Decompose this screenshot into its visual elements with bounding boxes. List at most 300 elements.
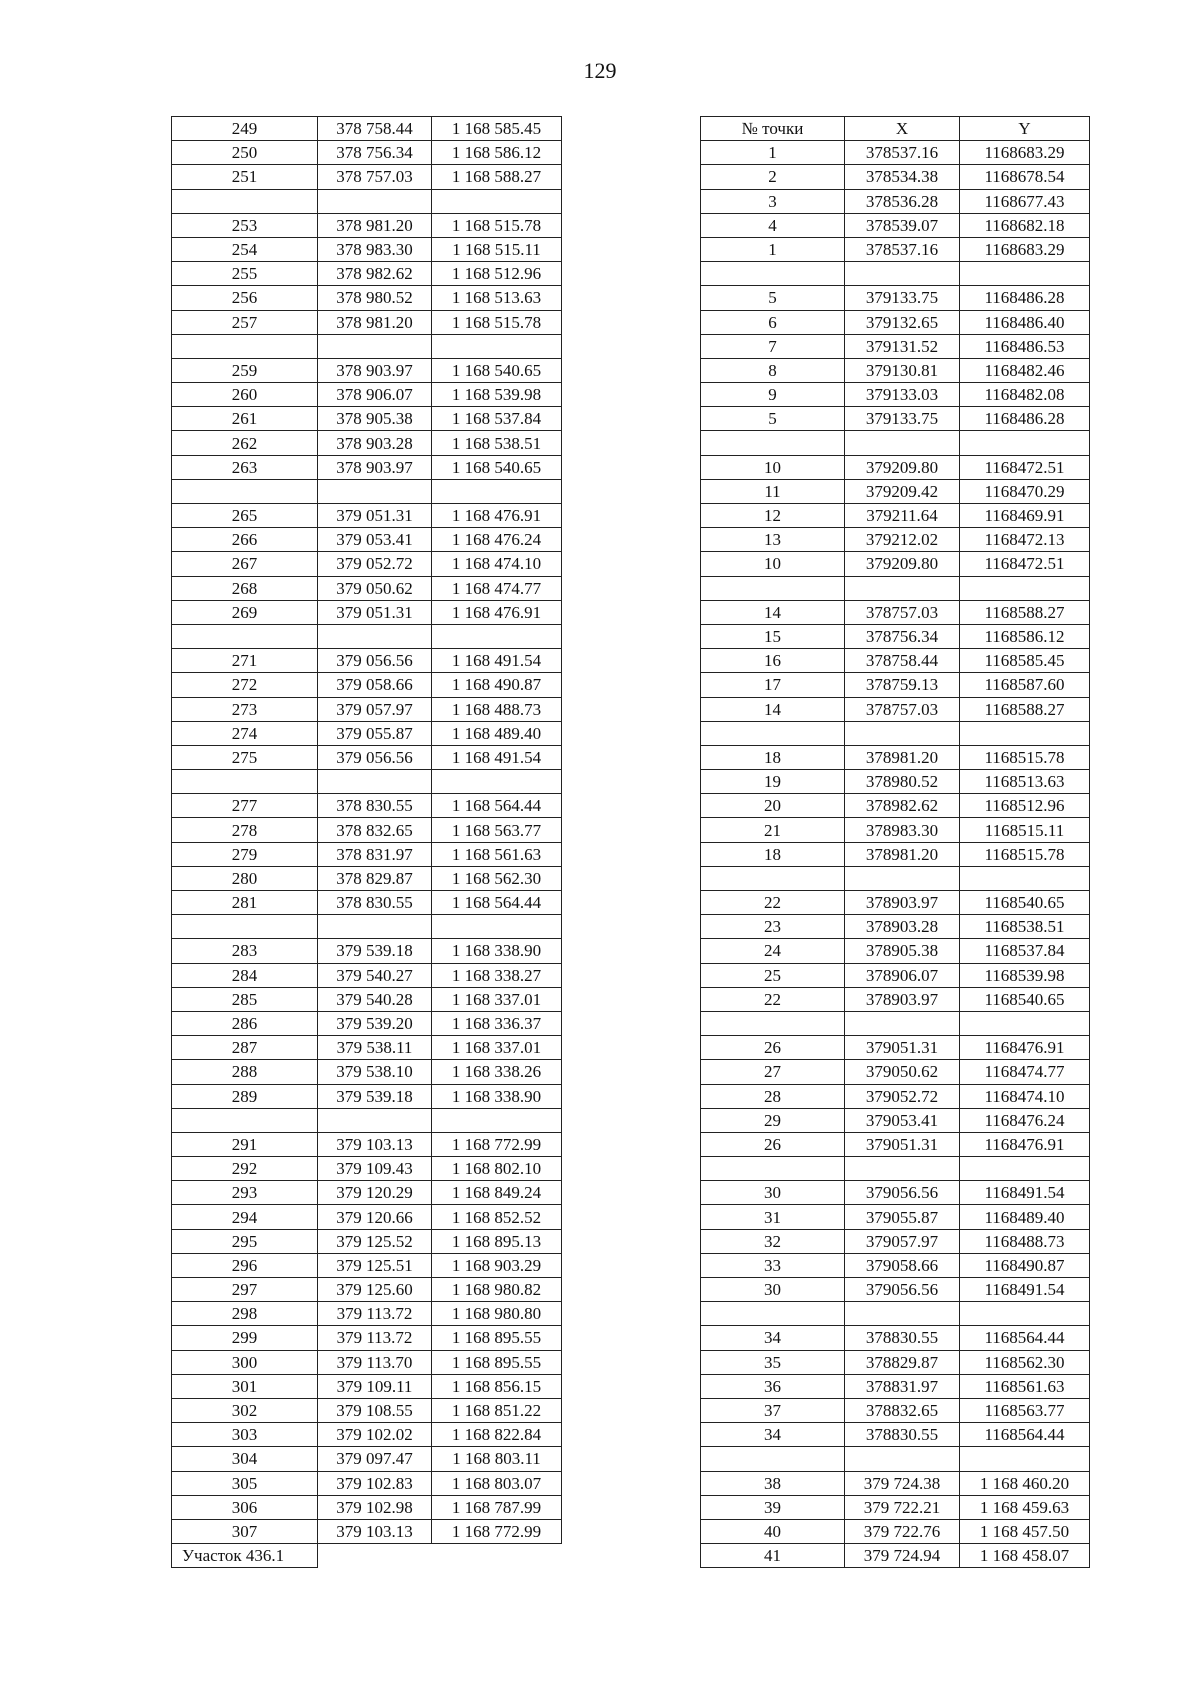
x-coordinate-cell: 379051.31 <box>845 1036 960 1060</box>
header-row <box>701 117 1090 141</box>
table-row <box>701 237 1090 261</box>
table-row <box>701 963 1090 987</box>
table-row <box>172 213 562 237</box>
table-row <box>172 286 562 310</box>
table-row <box>172 600 562 624</box>
x-coordinate-cell <box>845 262 960 286</box>
x-coordinate-cell <box>318 770 432 794</box>
table-row <box>172 407 562 431</box>
table-row <box>172 1495 562 1519</box>
point-number-cell: 7 <box>701 334 845 358</box>
table-row <box>701 1471 1090 1495</box>
table-row <box>172 141 562 165</box>
point-number-cell: 251 <box>172 165 318 189</box>
x-coordinate-cell: 378539.07 <box>845 213 960 237</box>
y-coordinate-cell <box>960 1157 1090 1181</box>
table-row <box>172 1229 562 1253</box>
x-coordinate-cell: 378 903.97 <box>318 455 432 479</box>
empty-cell <box>318 1544 432 1568</box>
point-number-cell: 294 <box>172 1205 318 1229</box>
y-coordinate-cell: 1 168 980.82 <box>432 1278 562 1302</box>
y-coordinate-cell: 1 168 561.63 <box>432 842 562 866</box>
point-number-cell: 265 <box>172 504 318 528</box>
x-coordinate-cell: 379 102.98 <box>318 1495 432 1519</box>
column-header-x: X <box>845 117 960 141</box>
table-row <box>701 1495 1090 1519</box>
x-coordinate-cell: 378983.30 <box>845 818 960 842</box>
y-coordinate-cell: 1 168 539.98 <box>432 383 562 407</box>
y-coordinate-cell: 1 168 337.01 <box>432 1036 562 1060</box>
x-coordinate-cell <box>318 1108 432 1132</box>
y-coordinate-cell: 1168678.54 <box>960 165 1090 189</box>
table-row <box>701 1350 1090 1374</box>
table-row <box>172 1447 562 1471</box>
x-coordinate-cell: 379 052.72 <box>318 552 432 576</box>
point-number-cell <box>172 1108 318 1132</box>
x-coordinate-cell <box>845 721 960 745</box>
x-coordinate-cell: 379211.64 <box>845 504 960 528</box>
table-row <box>172 1108 562 1132</box>
x-coordinate-cell: 379 057.97 <box>318 697 432 721</box>
y-coordinate-cell: 1168513.63 <box>960 770 1090 794</box>
table-row <box>172 310 562 334</box>
x-coordinate-cell: 378534.38 <box>845 165 960 189</box>
table-row <box>701 600 1090 624</box>
x-coordinate-cell: 379052.72 <box>845 1084 960 1108</box>
point-number-cell: 299 <box>172 1326 318 1350</box>
point-number-cell: 40 <box>701 1519 845 1543</box>
y-coordinate-cell: 1168515.11 <box>960 818 1090 842</box>
table-row <box>701 649 1090 673</box>
x-coordinate-cell: 378 981.20 <box>318 213 432 237</box>
x-coordinate-cell <box>318 334 432 358</box>
table-row <box>172 479 562 503</box>
table-row <box>172 1326 562 1350</box>
right-table-header <box>701 117 1090 141</box>
point-number-cell <box>172 189 318 213</box>
table-row <box>701 213 1090 237</box>
x-coordinate-cell: 378830.55 <box>845 1423 960 1447</box>
table-row <box>701 1253 1090 1277</box>
point-number-cell <box>172 479 318 503</box>
table-row <box>172 358 562 382</box>
x-coordinate-cell: 379 109.11 <box>318 1374 432 1398</box>
table-row <box>701 1205 1090 1229</box>
y-coordinate-cell: 1168476.91 <box>960 1036 1090 1060</box>
table-row <box>172 624 562 648</box>
table-row <box>172 818 562 842</box>
point-number-cell: 271 <box>172 649 318 673</box>
point-number-cell: 6 <box>701 310 845 334</box>
y-coordinate-cell: 1 168 856.15 <box>432 1374 562 1398</box>
point-number-cell: 35 <box>701 1350 845 1374</box>
x-coordinate-cell <box>845 1011 960 1035</box>
point-number-cell <box>701 866 845 890</box>
table-row <box>172 1278 562 1302</box>
table-row <box>701 721 1090 745</box>
y-coordinate-cell: 1 168 852.52 <box>432 1205 562 1229</box>
point-number-cell: 27 <box>701 1060 845 1084</box>
table-row <box>701 358 1090 382</box>
table-row <box>172 697 562 721</box>
table-row <box>172 1060 562 1084</box>
table-row <box>701 794 1090 818</box>
x-coordinate-cell: 378537.16 <box>845 141 960 165</box>
point-number-cell <box>701 721 845 745</box>
table-row <box>701 624 1090 648</box>
table-row <box>172 1157 562 1181</box>
point-number-cell: 14 <box>701 697 845 721</box>
coordinates-table-left <box>171 116 562 1568</box>
x-coordinate-cell: 379 056.56 <box>318 745 432 769</box>
x-coordinate-cell: 378756.34 <box>845 624 960 648</box>
table-row <box>172 721 562 745</box>
point-number-cell: 23 <box>701 915 845 939</box>
point-number-cell: 296 <box>172 1253 318 1277</box>
y-coordinate-cell: 1168683.29 <box>960 237 1090 261</box>
x-coordinate-cell <box>318 624 432 648</box>
table-row <box>172 891 562 915</box>
x-coordinate-cell: 379051.31 <box>845 1132 960 1156</box>
x-coordinate-cell: 379 051.31 <box>318 600 432 624</box>
table-row <box>172 915 562 939</box>
point-number-cell: 14 <box>701 600 845 624</box>
table-row <box>172 1398 562 1422</box>
x-coordinate-cell: 379 722.21 <box>845 1495 960 1519</box>
point-number-cell: 269 <box>172 600 318 624</box>
point-number-cell: 291 <box>172 1132 318 1156</box>
y-coordinate-cell: 1168682.18 <box>960 213 1090 237</box>
point-number-cell: 1 <box>701 141 845 165</box>
point-number-cell: 281 <box>172 891 318 915</box>
x-coordinate-cell: 378 903.97 <box>318 358 432 382</box>
x-coordinate-cell: 379212.02 <box>845 528 960 552</box>
x-coordinate-cell: 378 758.44 <box>318 117 432 141</box>
table-row <box>701 987 1090 1011</box>
y-coordinate-cell: 1 168 491.54 <box>432 649 562 673</box>
x-coordinate-cell: 378830.55 <box>845 1326 960 1350</box>
x-coordinate-cell <box>845 576 960 600</box>
table-row <box>172 866 562 890</box>
point-number-cell: 287 <box>172 1036 318 1060</box>
point-number-cell <box>701 1447 845 1471</box>
point-number-cell: 273 <box>172 697 318 721</box>
page-number: 129 <box>583 58 617 83</box>
table-row <box>701 745 1090 769</box>
table-row <box>172 1374 562 1398</box>
y-coordinate-cell <box>960 431 1090 455</box>
point-number-cell: 283 <box>172 939 318 963</box>
x-coordinate-cell: 378832.65 <box>845 1398 960 1422</box>
x-coordinate-cell: 379056.56 <box>845 1181 960 1205</box>
point-number-cell <box>701 1011 845 1035</box>
y-coordinate-cell: 1 168 490.87 <box>432 673 562 697</box>
x-coordinate-cell: 379 056.56 <box>318 649 432 673</box>
point-number-cell: 285 <box>172 987 318 1011</box>
point-number-cell: 1 <box>701 237 845 261</box>
table-row <box>701 1326 1090 1350</box>
point-number-cell: 32 <box>701 1229 845 1253</box>
y-coordinate-cell: 1 168 787.99 <box>432 1495 562 1519</box>
point-number-cell: 260 <box>172 383 318 407</box>
y-coordinate-cell: 1 168 338.90 <box>432 939 562 963</box>
table-row <box>172 576 562 600</box>
y-coordinate-cell: 1 168 588.27 <box>432 165 562 189</box>
table-row <box>701 165 1090 189</box>
x-coordinate-cell: 378 906.07 <box>318 383 432 407</box>
point-number-cell: 29 <box>701 1108 845 1132</box>
x-coordinate-cell <box>318 189 432 213</box>
point-number-cell: 302 <box>172 1398 318 1422</box>
y-coordinate-cell: 1 168 491.54 <box>432 745 562 769</box>
x-coordinate-cell: 379 539.20 <box>318 1011 432 1035</box>
y-coordinate-cell: 1 168 540.65 <box>432 455 562 479</box>
x-coordinate-cell: 379132.65 <box>845 310 960 334</box>
table-row <box>172 504 562 528</box>
point-number-cell <box>701 576 845 600</box>
y-coordinate-cell: 1 168 459.63 <box>960 1495 1090 1519</box>
point-number-cell: 41 <box>701 1544 845 1568</box>
point-number-cell: 298 <box>172 1302 318 1326</box>
y-coordinate-cell: 1 168 586.12 <box>432 141 562 165</box>
table-row <box>701 1447 1090 1471</box>
table-row <box>172 673 562 697</box>
point-number-cell: 279 <box>172 842 318 866</box>
y-coordinate-cell: 1168474.10 <box>960 1084 1090 1108</box>
x-coordinate-cell: 379 125.60 <box>318 1278 432 1302</box>
point-number-cell: 34 <box>701 1326 845 1350</box>
y-coordinate-cell: 1168486.53 <box>960 334 1090 358</box>
table-row <box>172 383 562 407</box>
y-coordinate-cell: 1 168 903.29 <box>432 1253 562 1277</box>
table-row <box>172 431 562 455</box>
x-coordinate-cell: 379 109.43 <box>318 1157 432 1181</box>
y-coordinate-cell <box>432 479 562 503</box>
point-number-cell: 22 <box>701 987 845 1011</box>
table-row <box>172 1471 562 1495</box>
table-row <box>701 479 1090 503</box>
point-number-cell: 280 <box>172 866 318 890</box>
y-coordinate-cell: 1168586.12 <box>960 624 1090 648</box>
y-coordinate-cell: 1 168 338.90 <box>432 1084 562 1108</box>
y-coordinate-cell: 1168538.51 <box>960 915 1090 939</box>
point-number-cell: 39 <box>701 1495 845 1519</box>
x-coordinate-cell: 378 983.30 <box>318 237 432 261</box>
x-coordinate-cell <box>845 1302 960 1326</box>
table-row <box>701 504 1090 528</box>
table-row <box>172 842 562 866</box>
y-coordinate-cell <box>960 1011 1090 1035</box>
y-coordinate-cell: 1 168 538.51 <box>432 431 562 455</box>
table-row <box>172 1084 562 1108</box>
y-coordinate-cell: 1 168 895.55 <box>432 1350 562 1374</box>
point-number-cell: 259 <box>172 358 318 382</box>
point-number-cell: 9 <box>701 383 845 407</box>
x-coordinate-cell: 379 113.72 <box>318 1326 432 1350</box>
point-number-cell: 20 <box>701 794 845 818</box>
point-number-cell <box>172 915 318 939</box>
point-number-cell: 305 <box>172 1471 318 1495</box>
table-row <box>701 1157 1090 1181</box>
x-coordinate-cell: 379 120.29 <box>318 1181 432 1205</box>
point-number-cell: 26 <box>701 1132 845 1156</box>
table-row <box>701 1084 1090 1108</box>
y-coordinate-cell: 1 168 336.37 <box>432 1011 562 1035</box>
y-coordinate-cell: 1168563.77 <box>960 1398 1090 1422</box>
x-coordinate-cell: 378758.44 <box>845 649 960 673</box>
table-row <box>172 794 562 818</box>
point-number-cell: 304 <box>172 1447 318 1471</box>
x-coordinate-cell: 378 832.65 <box>318 818 432 842</box>
table-row <box>701 334 1090 358</box>
table-row <box>701 1060 1090 1084</box>
x-coordinate-cell: 379131.52 <box>845 334 960 358</box>
y-coordinate-cell: 1168562.30 <box>960 1350 1090 1374</box>
y-coordinate-cell: 1 168 489.40 <box>432 721 562 745</box>
y-coordinate-cell: 1168683.29 <box>960 141 1090 165</box>
x-coordinate-cell: 379 539.18 <box>318 939 432 963</box>
table-row <box>172 1519 562 1543</box>
y-coordinate-cell: 1 168 476.91 <box>432 600 562 624</box>
x-coordinate-cell <box>318 479 432 503</box>
y-coordinate-cell: 1168482.08 <box>960 383 1090 407</box>
y-coordinate-cell: 1168474.77 <box>960 1060 1090 1084</box>
x-coordinate-cell: 378903.97 <box>845 891 960 915</box>
x-coordinate-cell: 379 540.27 <box>318 963 432 987</box>
y-coordinate-cell: 1 168 474.10 <box>432 552 562 576</box>
table-row <box>701 383 1090 407</box>
point-number-cell: 37 <box>701 1398 845 1422</box>
y-coordinate-cell: 1168469.91 <box>960 504 1090 528</box>
point-number-cell: 38 <box>701 1471 845 1495</box>
x-coordinate-cell: 379053.41 <box>845 1108 960 1132</box>
point-number-cell: 289 <box>172 1084 318 1108</box>
table-row <box>701 455 1090 479</box>
table-row <box>701 1011 1090 1035</box>
y-coordinate-cell <box>960 1302 1090 1326</box>
point-number-cell: 292 <box>172 1157 318 1181</box>
point-number-cell: 34 <box>701 1423 845 1447</box>
y-coordinate-cell: 1168472.13 <box>960 528 1090 552</box>
point-number-cell: 272 <box>172 673 318 697</box>
point-number-cell: 255 <box>172 262 318 286</box>
point-number-cell: 28 <box>701 1084 845 1108</box>
table-row <box>172 1132 562 1156</box>
x-coordinate-cell: 378829.87 <box>845 1350 960 1374</box>
point-number-cell: 3 <box>701 189 845 213</box>
x-coordinate-cell: 379209.80 <box>845 455 960 479</box>
y-coordinate-cell: 1168472.51 <box>960 455 1090 479</box>
y-coordinate-cell: 1 168 772.99 <box>432 1519 562 1543</box>
point-number-cell: 261 <box>172 407 318 431</box>
table-row <box>701 1398 1090 1422</box>
table-row <box>172 939 562 963</box>
point-number-cell: 249 <box>172 117 318 141</box>
table-row <box>172 1302 562 1326</box>
x-coordinate-cell <box>845 1447 960 1471</box>
y-coordinate-cell: 1 168 822.84 <box>432 1423 562 1447</box>
table-row <box>701 1036 1090 1060</box>
x-coordinate-cell: 378982.62 <box>845 794 960 818</box>
x-coordinate-cell: 379056.56 <box>845 1278 960 1302</box>
x-coordinate-cell: 378903.28 <box>845 915 960 939</box>
table-row <box>172 1205 562 1229</box>
x-coordinate-cell: 379 113.72 <box>318 1302 432 1326</box>
point-number-cell: 36 <box>701 1374 845 1398</box>
y-coordinate-cell: 1168564.44 <box>960 1423 1090 1447</box>
table-row <box>701 697 1090 721</box>
left-table-body <box>172 117 562 1568</box>
y-coordinate-cell: 1 168 849.24 <box>432 1181 562 1205</box>
x-coordinate-cell: 378 831.97 <box>318 842 432 866</box>
point-number-cell: 256 <box>172 286 318 310</box>
point-number-cell: 286 <box>172 1011 318 1035</box>
y-coordinate-cell: 1 168 851.22 <box>432 1398 562 1422</box>
point-number-cell: 295 <box>172 1229 318 1253</box>
y-coordinate-cell: 1 168 803.11 <box>432 1447 562 1471</box>
y-coordinate-cell <box>432 770 562 794</box>
table-row <box>172 334 562 358</box>
table-row <box>701 891 1090 915</box>
y-coordinate-cell: 1168491.54 <box>960 1181 1090 1205</box>
point-number-cell: 266 <box>172 528 318 552</box>
table-row <box>172 117 562 141</box>
y-coordinate-cell: 1 168 515.78 <box>432 213 562 237</box>
y-coordinate-cell: 1 168 562.30 <box>432 866 562 890</box>
point-number-cell <box>172 624 318 648</box>
y-coordinate-cell: 1168537.84 <box>960 939 1090 963</box>
plot-label: Участок 436.1 <box>172 1544 318 1568</box>
point-number-cell: 17 <box>701 673 845 697</box>
table-row <box>701 262 1090 286</box>
y-coordinate-cell: 1168515.78 <box>960 842 1090 866</box>
x-coordinate-cell: 379 539.18 <box>318 1084 432 1108</box>
point-number-cell: 21 <box>701 818 845 842</box>
x-coordinate-cell: 379133.75 <box>845 407 960 431</box>
y-coordinate-cell: 1 168 803.07 <box>432 1471 562 1495</box>
table-row <box>172 189 562 213</box>
table-row <box>701 528 1090 552</box>
table-row <box>172 1350 562 1374</box>
y-coordinate-cell <box>960 866 1090 890</box>
x-coordinate-cell: 379 102.02 <box>318 1423 432 1447</box>
x-coordinate-cell: 379130.81 <box>845 358 960 382</box>
table-row <box>701 1374 1090 1398</box>
x-coordinate-cell <box>845 1157 960 1181</box>
table-row <box>172 770 562 794</box>
y-coordinate-cell: 1168512.96 <box>960 794 1090 818</box>
point-number-cell: 19 <box>701 770 845 794</box>
x-coordinate-cell: 379209.42 <box>845 479 960 503</box>
point-number-cell: 10 <box>701 552 845 576</box>
x-coordinate-cell: 379133.75 <box>845 286 960 310</box>
table-footer-row <box>172 1544 562 1568</box>
point-number-cell: 306 <box>172 1495 318 1519</box>
y-coordinate-cell <box>432 624 562 648</box>
x-coordinate-cell: 379 125.52 <box>318 1229 432 1253</box>
table-row <box>172 262 562 286</box>
point-number-cell: 33 <box>701 1253 845 1277</box>
y-coordinate-cell: 1 168 980.80 <box>432 1302 562 1326</box>
x-coordinate-cell: 379209.80 <box>845 552 960 576</box>
table-row <box>701 915 1090 939</box>
y-coordinate-cell: 1168488.73 <box>960 1229 1090 1253</box>
table-row <box>701 818 1090 842</box>
point-number-cell: 254 <box>172 237 318 261</box>
column-header-y: Y <box>960 117 1090 141</box>
y-coordinate-cell: 1168564.44 <box>960 1326 1090 1350</box>
y-coordinate-cell <box>432 189 562 213</box>
